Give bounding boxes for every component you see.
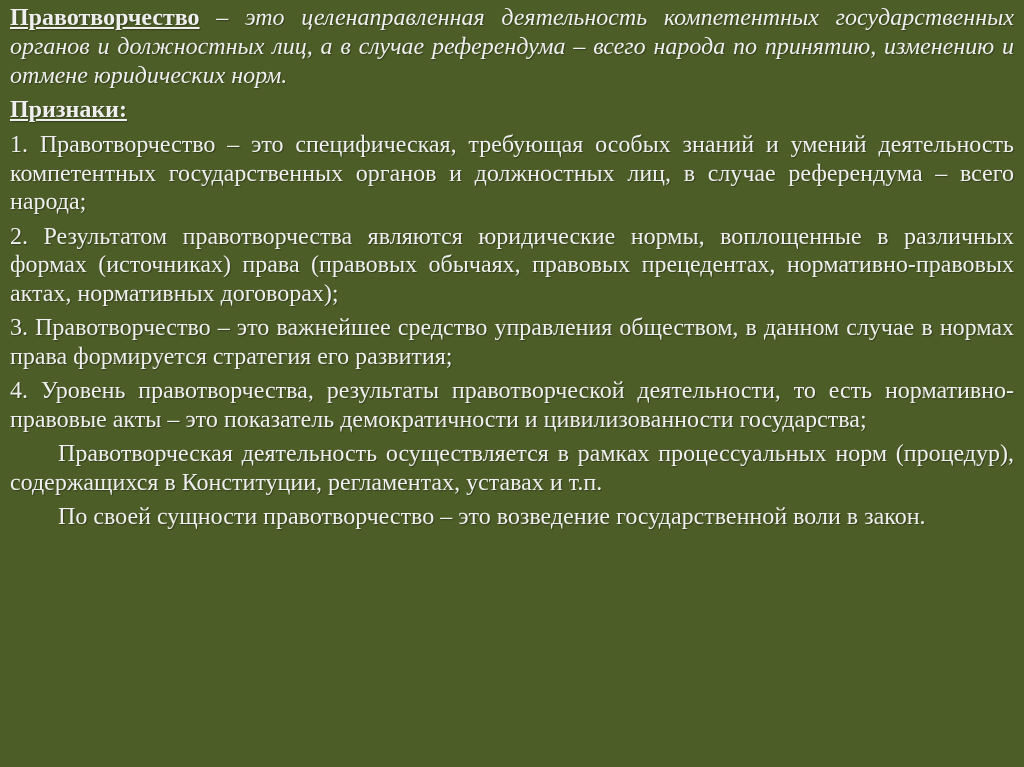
sign-item-3: 3. Правотворчество – это важнейшее средство управления обществом, в данном случае в нормах права формируется стратегия его развития; [10,315,1014,370]
signs-heading: Признаки: [10,97,127,123]
definition-term: Правотворчество [10,5,200,31]
sign-item-2: 2. Результатом правотворчества являются юридические нормы, воплощенные в различных формах (источниках) права (правовых обычаях, правовых прецедентах, нормативно-правовых актах, нормативных договорах); [10,223,1014,307]
sign-item-4: 4. Уровень правотворчества, результаты правотворческой деятельности, то есть нормативно-правовые акты – это показатель демократичности и цивилизованности государства; [10,378,1014,433]
essence-paragraph: По своей сущности правотворчество – это возведение государственной воли в закон. [58,504,926,530]
definition-paragraph [10,4,1014,91]
definition-text: – это целенаправленная деятельность компетентных государственных органов и должностных лиц, а в случае референдума – всего народа по принятию, изменению и отмене юридических норм. [10,5,1014,89]
procedure-paragraph: Правотворческая деятельность осуществляется в рамках процессуальных норм (процедур), содержащихся в Конституции, регламентах, уставах и т.п. [10,441,1014,496]
sign-item-1: 1. Правотворчество – это специфическая, требующая особых знаний и умений деятельность компетентных государственных органов и должностных лиц, в случае референдума – всего народа; [10,132,1014,215]
